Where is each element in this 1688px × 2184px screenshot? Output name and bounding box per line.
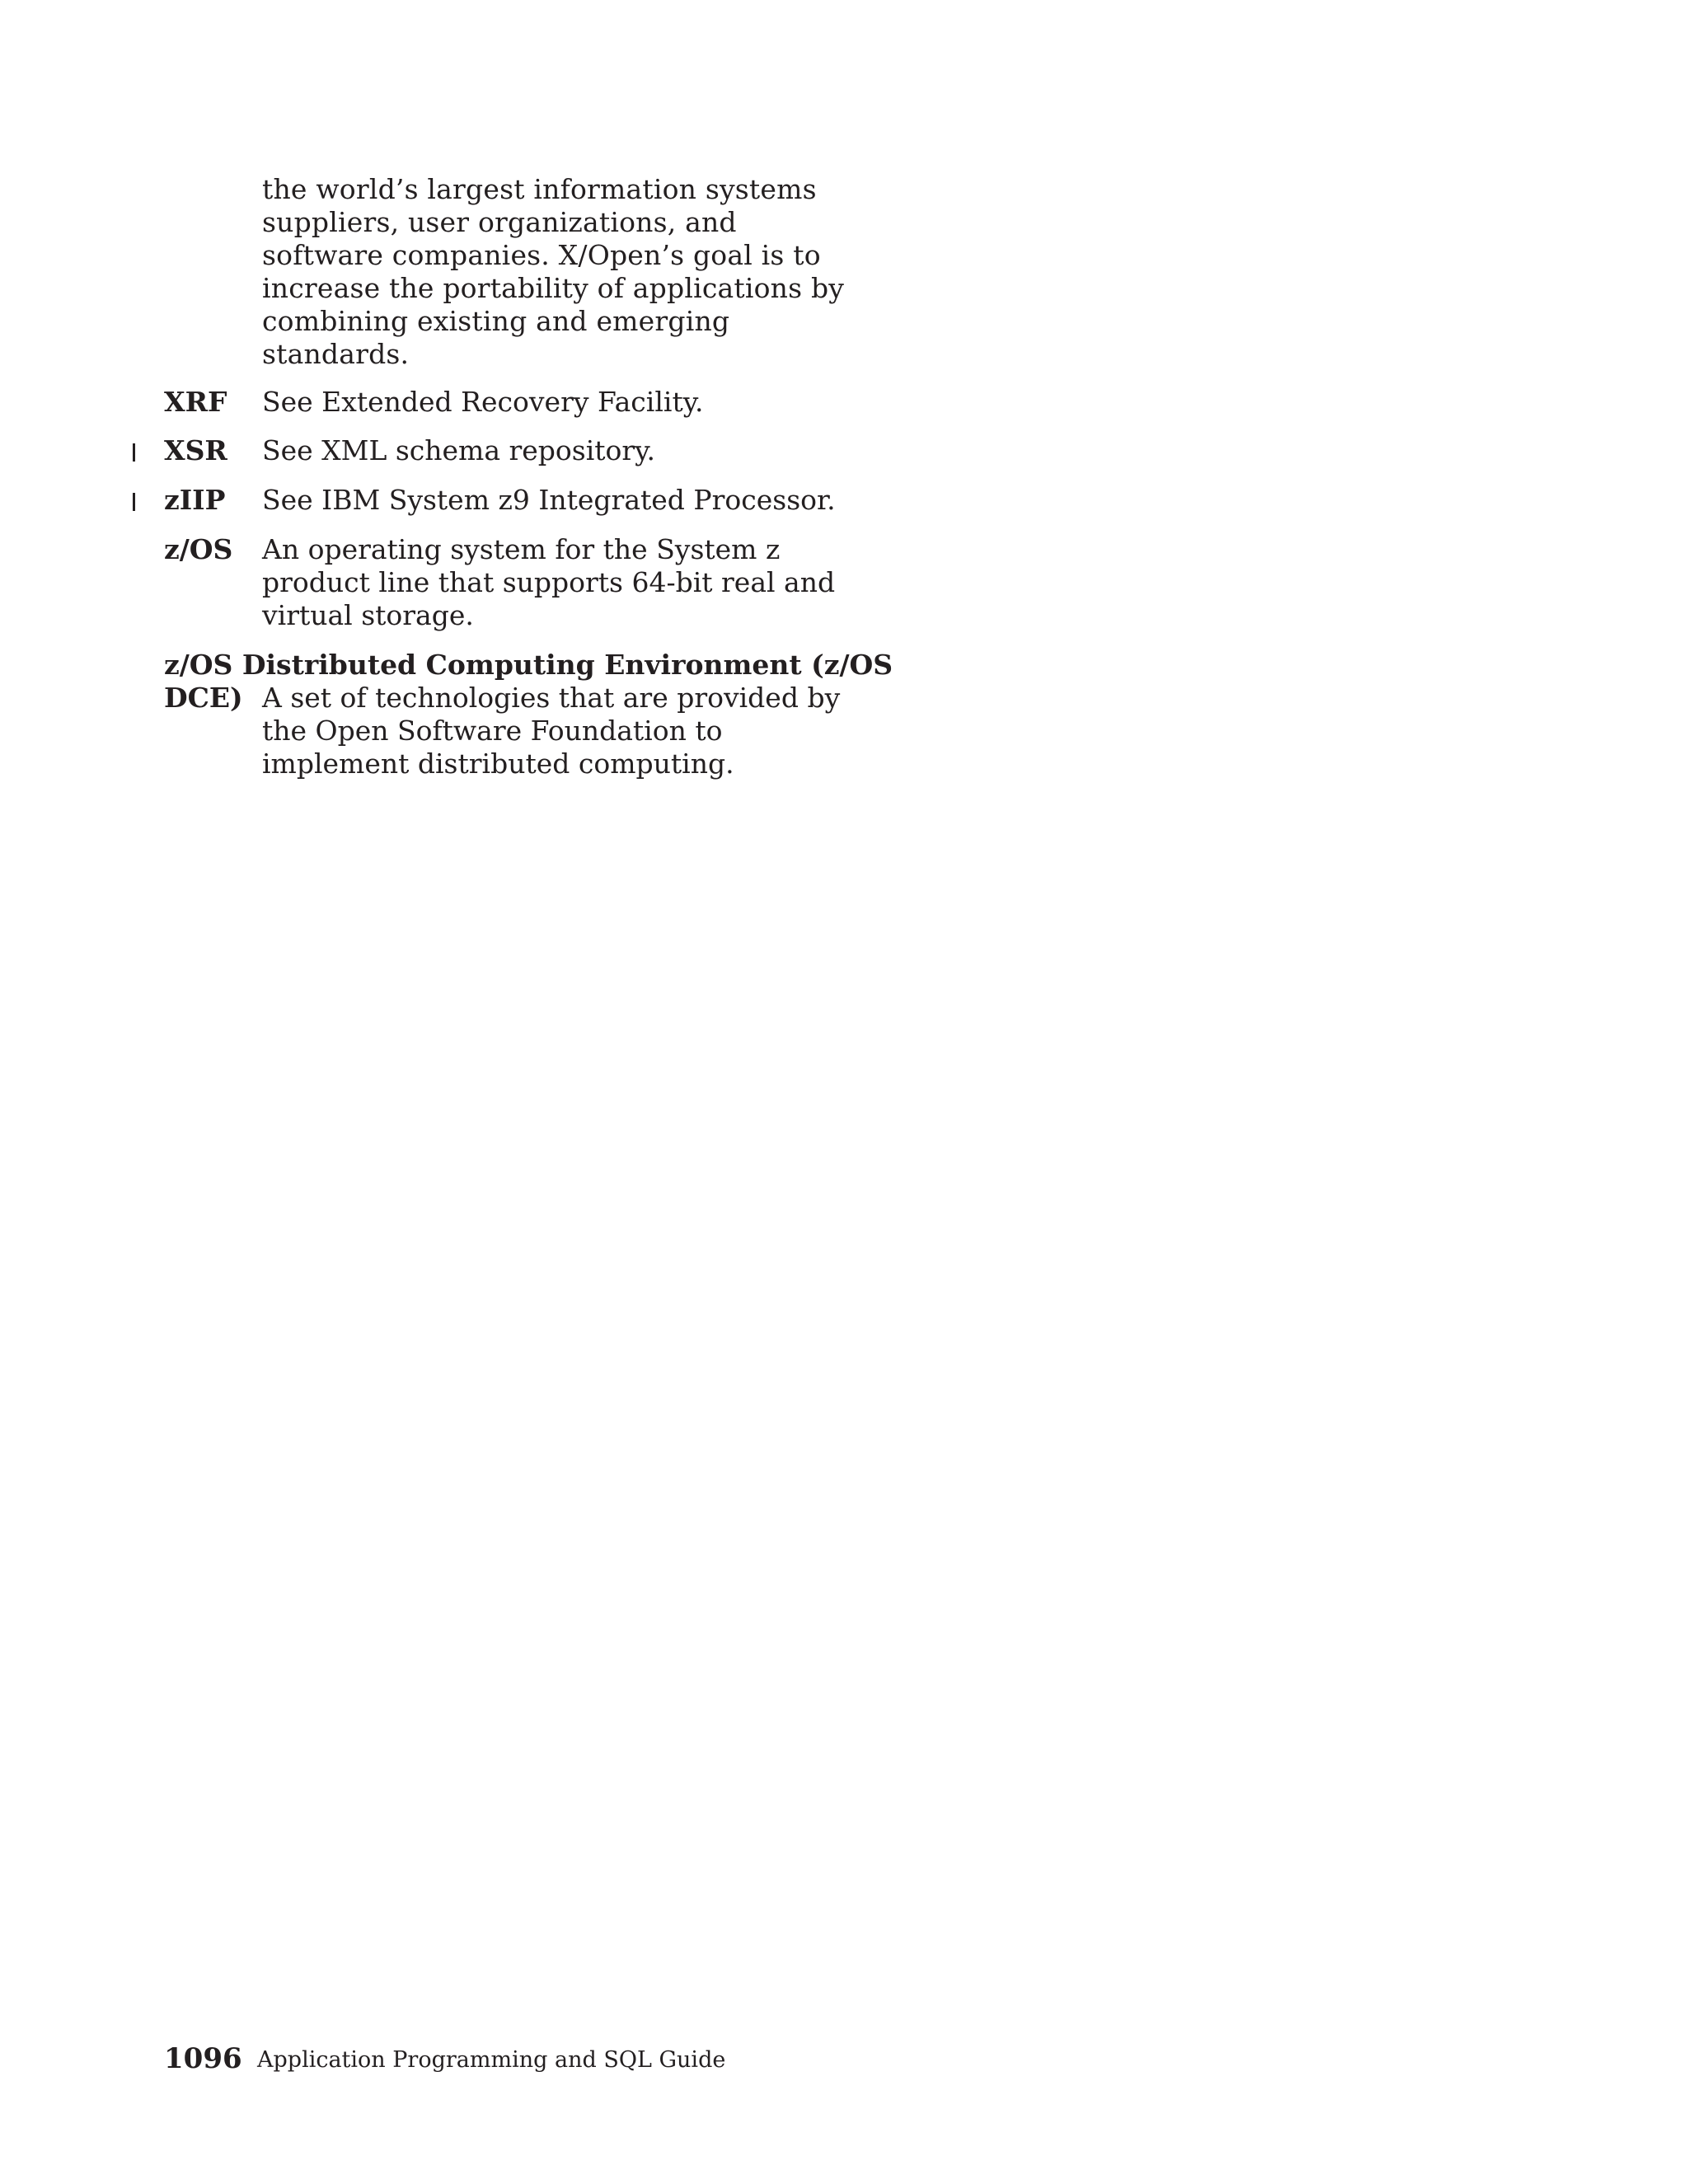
continued-line: standards. (262, 338, 410, 370)
glossary-term-zos-dce-line1: z/OS Distributed Computing Environment (z/OS (164, 649, 893, 681)
definition-line: See Extended Recovery Facility. (262, 386, 704, 418)
glossary-term-zos: z/OS (164, 533, 233, 565)
glossary-term-xrf: XRF (164, 386, 227, 418)
definition-line: implement distributed computing. (262, 748, 734, 780)
glossary-definition-zos-dce (262, 682, 840, 780)
continued-line: software companies. X/Open’s goal is to (262, 239, 821, 271)
definition-line: A set of technologies that are provided by (262, 682, 841, 714)
continued-line: suppliers, user organizations, and (262, 206, 737, 238)
glossary-definition-ziip (262, 484, 836, 517)
glossary-term-ziip: zIIP (164, 484, 226, 516)
book-title: Application Programming and SQL Guide (257, 2047, 726, 2073)
glossary-definition-xrf (262, 386, 703, 419)
change-bar (133, 493, 135, 511)
definition-line: See IBM System z9 Integrated Processor. (262, 484, 836, 516)
definition-line: the Open Software Foundation to (262, 715, 723, 747)
definition-line: product line that supports 64-bit real and (262, 566, 836, 598)
definition-line: virtual storage. (262, 599, 474, 631)
definition-line: See XML schema repository. (262, 434, 655, 466)
continued-definition (262, 173, 845, 371)
glossary-term-zos-dce-line2: DCE) (164, 682, 243, 714)
glossary-term-xsr: XSR (164, 434, 227, 466)
page-number: 1096 (164, 2042, 242, 2075)
glossary-definition-zos (262, 533, 835, 632)
definition-line: An operating system for the System z (262, 533, 781, 565)
continued-line: combining existing and emerging (262, 305, 730, 337)
continued-line: the world’s largest information systems (262, 173, 817, 205)
change-bar (133, 443, 135, 462)
continued-line: increase the portability of applications by (262, 272, 845, 304)
glossary-definition-xsr (262, 434, 655, 467)
